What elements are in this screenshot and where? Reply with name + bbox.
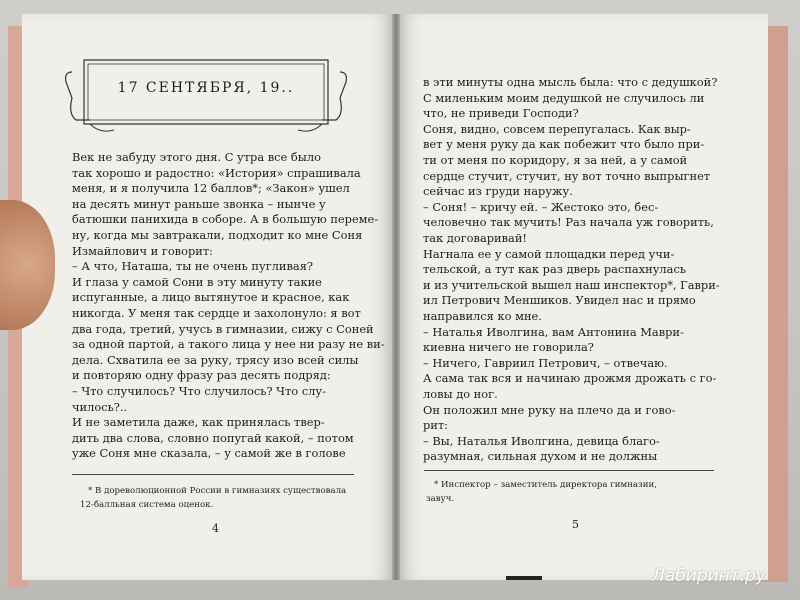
left-page-text-line: – А что, Наташа, ты не очень пугливая? [72,259,314,274]
chapter-banner [60,50,352,140]
left-footnote-line-1: * В дореволюционной России в гимназиях существовала [88,486,347,496]
right-page-text-line: – Вы, Наталья Иволгина, девица благо- [423,433,660,448]
left-page-text-line: Век не забуду этого дня. С утра все было [72,150,321,164]
right-page-text-line: – Ничего, Гавриил Петрович, – отвечаю. [423,355,668,370]
left-page-text-line: и повторяю одну фразу раз десять подряд: [72,368,331,383]
right-page-text-line: в эти минуты одна мысль была: что с дедушкой? [423,75,718,89]
left-page-text-line: ну, когда мы завтракали, подходит ко мне Соня [72,228,363,242]
right-page-text-line: направился ко мне. [423,309,542,323]
right-page-text-line: киевна ничего не говорила? [423,340,594,355]
right-page-text-line: разумная, сильная духом и не должны [423,449,658,464]
right-page-text-line: С миленьким моим дедушкой не случилось ли [423,90,705,105]
left-page-text-line: – Что случилось? Что случилось? Что слу- [72,384,326,398]
right-footnote-line-2: завуч. [426,494,455,504]
left-page-number: 4 [212,522,219,535]
left-page-text-line: батюшки панихида в соборе. А в большую переме- [72,212,379,227]
right-footnote-line-1: * Инспектор – заместитель директора гимназии, [434,480,657,490]
right-page-text-line: тельской, а тут как раз дверь распахнулась [423,262,687,277]
book-gutter [392,14,400,580]
right-page-text-line: человечно так мучить! Раз начала уж говорить, [423,215,714,230]
right-page-text-line: и из учительской вышел наш инспектор*, Гаври- [423,277,720,292]
right-page-text-line: Он положил мне руку на плечо да и гово- [423,402,676,417]
right-page-number: 5 [572,518,579,531]
left-page-text-line: чилось?.. [72,399,128,414]
left-footnote-rule [72,474,354,475]
right-page-text-line: – Наталья Иволгина, вам Антонина Маври- [423,324,684,339]
right-page-text-line: ил Петрович Меншиков. Увидел нас и прямо [423,293,696,308]
left-footnote-line-2: 12-балльная система оценок. [80,500,214,510]
left-page-text-line: за одной партой, а такого лица у нее ни разу не ви- [72,337,385,352]
left-page-text-line: И не заметила даже, как принялась твер- [72,415,325,430]
right-page-text-line: А сама так вся и начинаю дрожмя дрожать с го- [423,371,717,386]
bookmark-clip [506,576,542,580]
left-page-text-line: испуганные, а лицо вытянутое и красное, как [72,290,350,305]
left-page-text-line: дить два слова, словно попугай какой, – потом [72,430,354,445]
right-page-text-line: рит: [423,418,449,433]
left-page-text-line: на десять минут раньше звонка – нынче у [72,196,326,211]
right-page-text-line: Соня, видно, совсем перепугалась. Как выр- [423,121,691,136]
right-footnote-rule [424,470,714,471]
right-page-text-line: сердце стучит, стучит, ну вот точно выпрыгнет [423,168,711,183]
left-page-text-line: уже Соня мне сказала, – у самой же в голове [72,446,346,461]
left-page-text-line: меня, и я получила 12 баллов*; «Закон» ушел [72,181,350,196]
right-page-text-line: так договаривай! [423,231,527,245]
left-page-text-line: два года, третий, учусь в гимназии, сижу с Соней [72,321,374,336]
right-page-text-line: что, не приведи Господи? [423,106,579,121]
right-page-text-line: Нагнала ее у самой площадки перед учи- [423,246,675,261]
left-page-text-line: И глаза у самой Сони в эту минуту такие [72,274,322,289]
left-page-text-line: Измайлович и говорит: [72,243,213,258]
right-page-text-line: ти от меня по коридору, я за ней, а у самой [423,153,688,167]
right-page-text-line: сейчас из груди наружу. [423,184,573,199]
left-page-text-line: дела. Схватила ее за руку, трясу изо всей силы [72,352,359,367]
left-page-text-line: никогда. У меня так сердце и захолонуло: я вот [72,306,361,320]
right-page-text-line: вет у меня руку да как побежит что было при- [423,137,705,152]
left-page-text-line: так хорошо и радостно: «История» спрашивала [72,165,361,180]
right-page-text-line: – Соня! – кричу ей. – Жестоко это, бес- [423,199,659,214]
chapter-title: 17 СЕНТЯБРЯ, 19.. [117,80,295,96]
right-page-text-line: ловы до ног. [423,387,498,401]
watermark-text: Лабиринт.ру [652,566,766,586]
